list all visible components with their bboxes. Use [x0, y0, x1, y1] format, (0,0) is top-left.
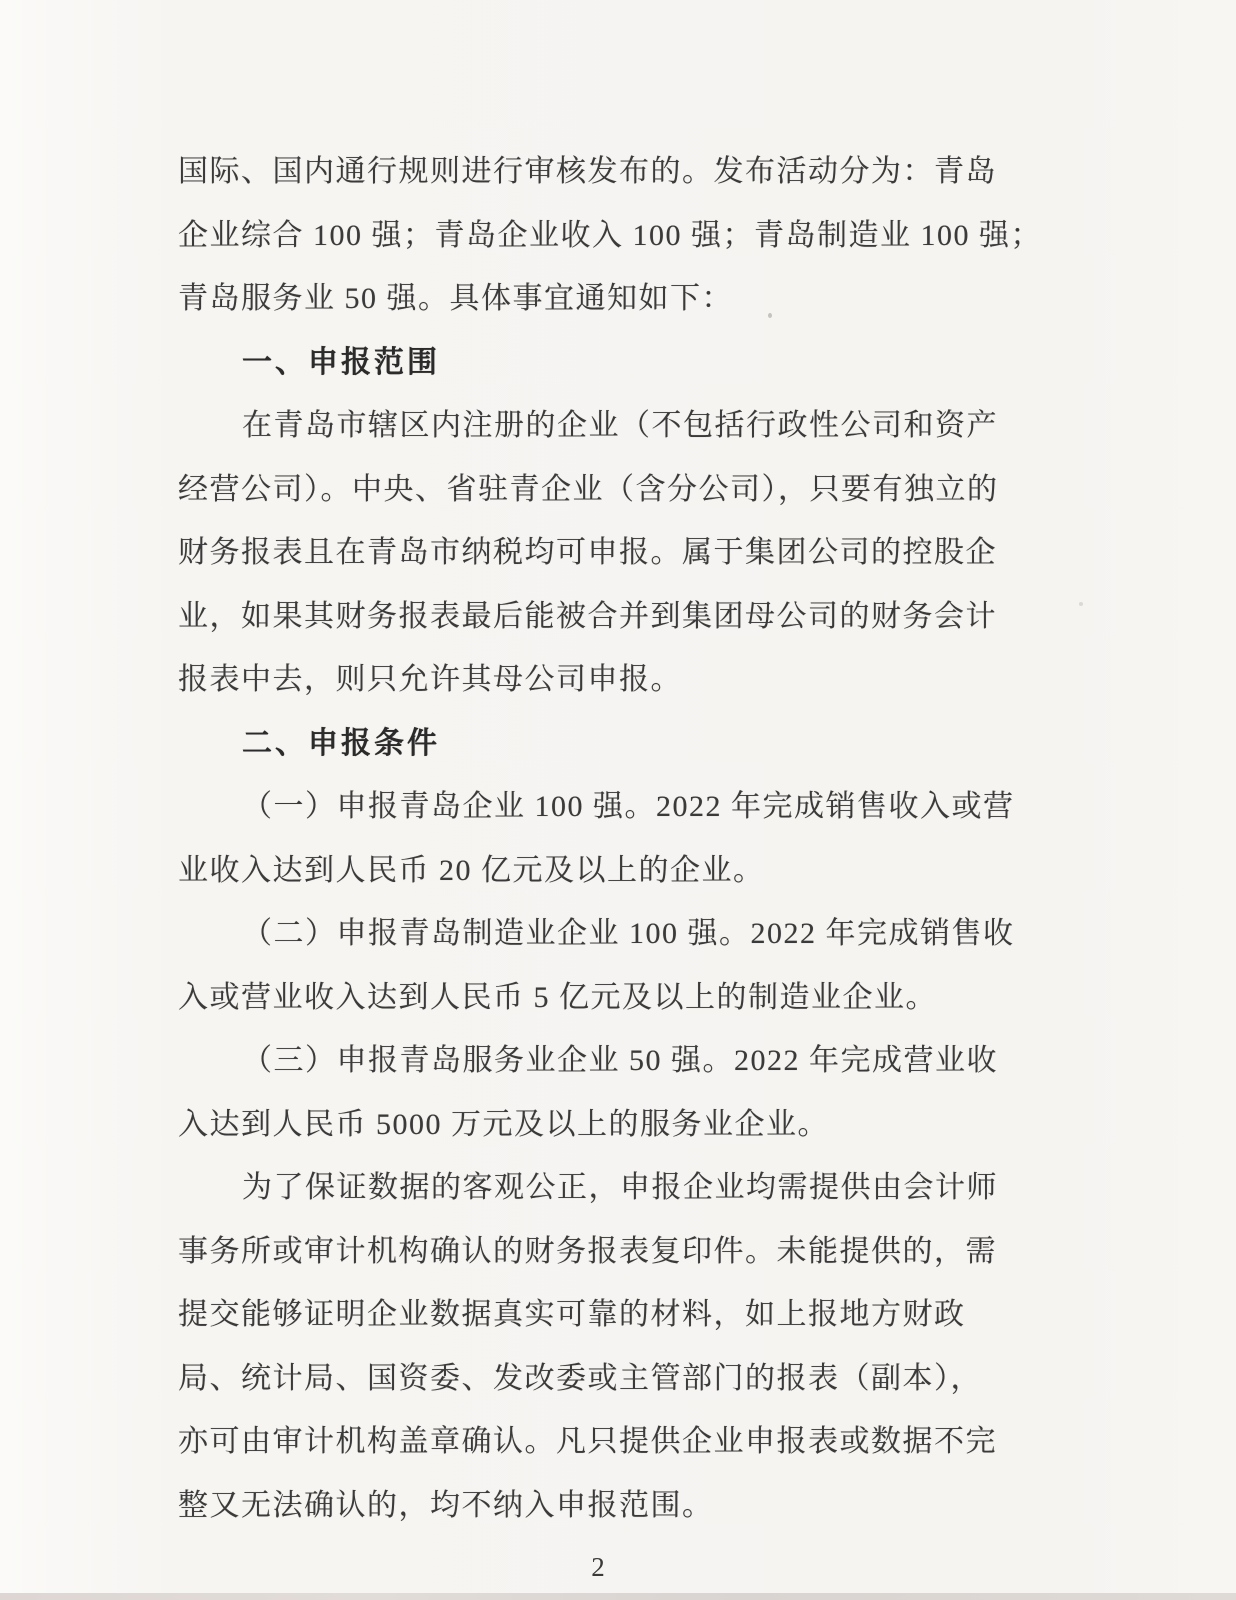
text-line: 入达到人民币 5000 万元及以上的服务业企业。 — [178, 1107, 829, 1141]
text-line: （一）申报青岛企业 100 强。2022 年完成销售收入或营 — [242, 790, 1015, 823]
text-line: 财务报表且在青岛市纳税均可申报。属于集团公司的控股企 — [178, 536, 997, 569]
text-line: 经营公司）。中央、省驻青企业（含分公司），只要有独立的 — [178, 472, 999, 506]
text-line: 入或营业收入达到人民币 5 亿元及以上的制造业企业。 — [178, 980, 937, 1014]
text-line: 整又无法确认的，均不纳入申报范围。 — [178, 1488, 714, 1522]
section-heading-2: 二、申报条件 — [242, 726, 440, 760]
text-line: 局、统计局、国资委、发改委或主管部门的报表（副本）， — [178, 1361, 982, 1395]
text-line: 在青岛市辖区内注册的企业（不包括行政性公司和资产 — [242, 409, 998, 442]
text-line: 报表中去，则只允许其母公司申报。 — [178, 663, 682, 696]
text-line: 国际、国内通行规则进行审核发布的。发布活动分为：青岛 — [178, 155, 997, 188]
text-line: 青岛服务业 50 强。具体事宜通知如下： — [178, 282, 733, 315]
scan-speck — [768, 313, 772, 318]
scan-speck — [1079, 602, 1083, 606]
page-number: 2 — [591, 1552, 605, 1582]
text-line: 业，如果其财务报表最后能被合并到集团母公司的财务会计 — [178, 599, 997, 633]
text-line: （三）申报青岛服务业企业 50 强。2022 年完成营业收 — [242, 1044, 998, 1077]
text-line: 为了保证数据的客观公正，申报企业均需提供由会计师 — [242, 1171, 998, 1204]
text-line: 业收入达到人民币 20 亿元及以上的企业。 — [178, 853, 765, 887]
text-line: 亦可由审计机构盖章确认。凡只提供企业申报表或数据不完 — [178, 1425, 997, 1458]
text-line: （二）申报青岛制造业企业 100 强。2022 年完成销售收 — [242, 917, 1015, 950]
text-line: 提交能够证明企业数据真实可靠的材料，如上报地方财政 — [178, 1298, 966, 1331]
text-line: 企业综合 100 强；青岛企业收入 100 强；青岛制造业 100 强； — [178, 218, 1042, 252]
text-line: 事务所或审计机构确认的财务报表复印件。未能提供的，需 — [178, 1234, 997, 1268]
document-body — [178, 140, 1042, 1537]
scan-edge-strip — [0, 1593, 1236, 1600]
section-heading-1: 一、申报范围 — [242, 345, 440, 379]
